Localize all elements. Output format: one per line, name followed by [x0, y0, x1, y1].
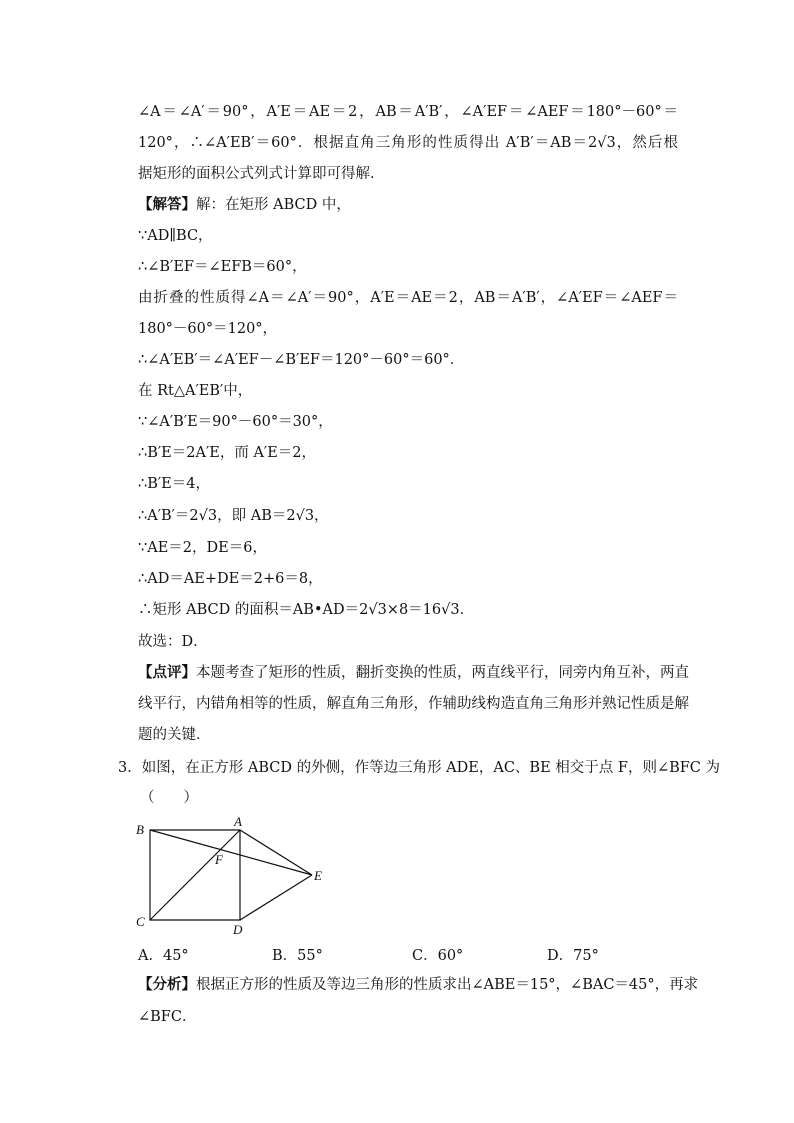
- question-analysis-text: 根据正方形的性质及等边三角形的性质求出∠ABE＝15°，∠BAC＝45°，再求: [196, 977, 699, 993]
- option-d: D．75°: [547, 948, 599, 964]
- option-b: B．55°: [272, 948, 323, 964]
- label-f: F: [215, 852, 223, 867]
- answer-line: ∴矩形 ABCD 的面积＝AB•AD＝2√3×8＝16√3．: [138, 602, 475, 618]
- label-a: A: [234, 814, 242, 829]
- option-c: C．60°: [412, 948, 464, 964]
- answer-line: ∵AD∥BC，: [138, 228, 213, 244]
- geometry-figure: [128, 812, 338, 940]
- answer-line: ∴AD＝AE+DE＝2+6＝8，: [138, 571, 323, 587]
- question-paren: （ ）: [140, 790, 198, 806]
- question-analysis-heading: 【分析】: [138, 976, 196, 993]
- option-a: A．45°: [138, 948, 189, 964]
- comment-text: 本题考查了矩形的性质，翻折变换的性质，两直线平行，同旁内角互补，两直: [196, 665, 689, 681]
- question-line: [118, 758, 721, 778]
- answer-line: 在 Rt△A′EB′中，: [138, 383, 253, 399]
- answer-line: ∴B′E＝2A′E，而 A′E＝2，: [138, 445, 317, 461]
- answer-line-first: [138, 195, 678, 215]
- label-b: B: [136, 822, 144, 837]
- answer-line: ∴B′E＝4，: [138, 476, 210, 492]
- answer-heading: 【解答】: [138, 196, 196, 213]
- answer-options: [138, 944, 678, 964]
- diagonal-ac: [150, 830, 240, 920]
- question-number: 3．: [118, 760, 142, 776]
- question-analysis-line: [138, 975, 699, 995]
- segment-be: [150, 830, 312, 875]
- label-e: E: [314, 868, 322, 883]
- answer-line: ∴∠B′EF＝∠EFB＝60°，: [138, 259, 307, 275]
- answer-line: 由折叠的性质得∠A＝∠A′＝90°，A′E＝AE＝2，AB＝A′B′，∠A′EF＝∠AEF＝: [138, 290, 678, 306]
- answer-line: ∴A′B′＝2√3，即 AB＝2√3，: [138, 508, 329, 524]
- analysis-line-1: ∠A＝∠A′＝90°，A′E＝AE＝2，AB＝A′B′，∠A′EF＝∠AEF＝180°－60°＝: [138, 104, 678, 120]
- answer-intro: 解：在矩形 ABCD 中，: [196, 197, 351, 213]
- analysis-line-2: 120°，∴∠A′EB′＝60°．根据直角三角形的性质得出 A′B′＝AB＝2√3，然后根: [138, 135, 678, 151]
- question-text: 如图，在正方形 ABCD 的外侧，作等边三角形 ADE，AC、BE 相交于点 F，则∠BFC 为: [141, 760, 721, 776]
- comment-line-1: [138, 663, 689, 683]
- comment-line-3: 题的关键．: [138, 727, 211, 743]
- answer-line: ∴∠A′EB′＝∠A′EF－∠B′EF＝120°－60°＝60°．: [138, 352, 465, 368]
- answer-line: ∵AE＝2，DE＝6，: [138, 540, 267, 556]
- answer-line: 故选：D．: [138, 634, 208, 650]
- comment-line-2: 线平行，内错角相等的性质，解直角三角形，作辅助线构造直角三角形并熟记性质是解: [138, 696, 689, 712]
- comment-heading: 【点评】: [138, 664, 196, 681]
- analysis-line-3: 据矩形的面积公式列式计算即可得解．: [138, 166, 385, 182]
- segment-ae: [240, 830, 312, 875]
- label-d: D: [233, 922, 243, 937]
- answer-line: ∵∠A′B′E＝90°－60°＝30°，: [138, 414, 333, 430]
- answer-line: 180°－60°＝120°，: [138, 321, 278, 337]
- segment-de: [240, 875, 312, 920]
- question-analysis-cont: ∠BFC．: [138, 1009, 197, 1025]
- label-c: C: [136, 914, 145, 929]
